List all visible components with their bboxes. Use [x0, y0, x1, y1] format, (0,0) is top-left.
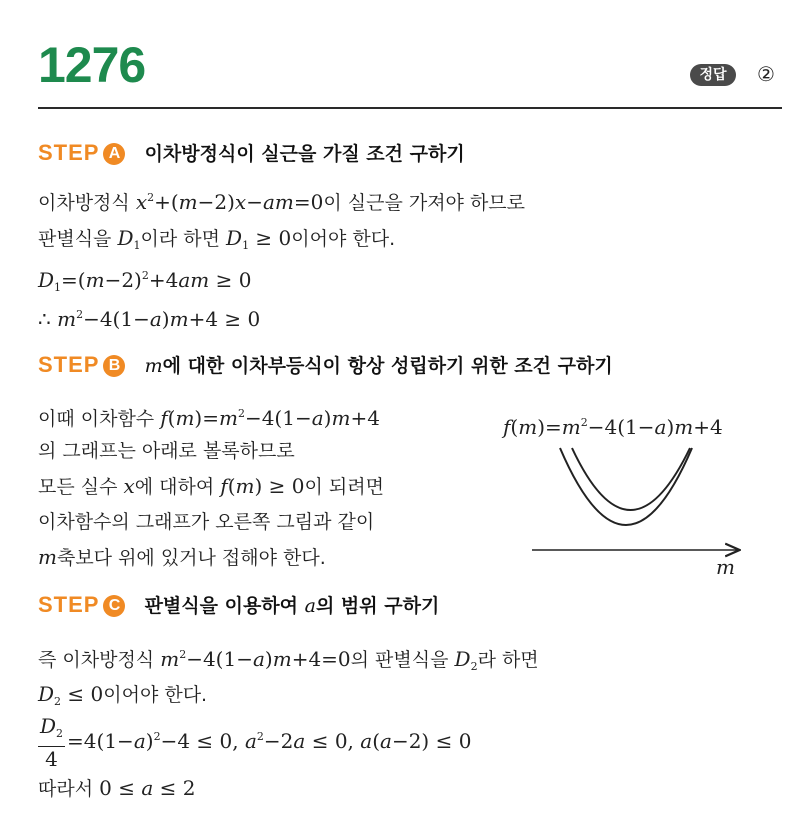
axis-label-m: m — [716, 555, 735, 579]
step-b-badge: B — [103, 355, 125, 377]
step-c-line-1: 즉 이차방정식 $m^2-4(1-a)m+4=0$의 판별식을 $D_2$라 하면 — [38, 647, 539, 673]
step-b-line-5: m축보다 위에 있거나 접해야 한다. — [38, 545, 326, 569]
step-label: STEP — [38, 592, 100, 617]
step-a-line-3: $D_1=(m-2)^2+4am \ge 0$ — [38, 268, 252, 294]
fraction-d2-over-4: $\frac{D_2}{4}$ — [40, 714, 64, 771]
step-c-heading — [38, 592, 439, 619]
step-a-line-4: ∴ $m^2-4(1-a)m+4 \ge 0$ — [38, 307, 261, 331]
step-b-title: m에 대한 이차부등식이 항상 성립하기 위한 조건 구하기 — [144, 355, 613, 377]
step-a-title: 이차방정식이 실근을 가질 조건 구하기 — [144, 143, 465, 165]
graph-function-label: $f(m)=m^2-4(1-a)m+4$ — [503, 415, 723, 439]
step-c-line-4: 따라서 0 ≤ a ≤ 2 — [38, 776, 196, 800]
step-label: STEP — [38, 140, 100, 165]
step-a-heading — [38, 140, 465, 167]
answer-badge: 정답 — [690, 64, 736, 86]
step-b-heading — [38, 352, 613, 379]
step-b-line-3: 모든 실수 x에 대하여 f(m) ≥ 0이 되려면 — [38, 474, 384, 498]
step-c-title: 판별식을 이용하여 a의 범위 구하기 — [144, 595, 440, 617]
step-a-line-2: 판별식을 $D_1$이라 하면 $D_1 \ge 0$이어야 한다. — [38, 226, 396, 252]
step-a-line-1: 이차방정식 $x^2+(m-2)x-am=0$이 실근을 가져야 하므로 — [38, 190, 526, 214]
step-b-line-2: 의 그래프는 아래로 볼록하므로 — [38, 440, 295, 462]
step-b-line-1: 이때 이차함수 $f(m)=m^2-4(1-a)m+4$ — [38, 406, 380, 430]
step-c-badge: C — [103, 595, 125, 617]
step-a-badge: A — [103, 143, 125, 165]
step-b-line-4: 이차함수의 그래프가 오른쪽 그림과 같이 — [38, 511, 375, 533]
step-c-line-2: $D_2 \le 0$이어야 한다. — [38, 682, 208, 708]
parabola-tangent — [560, 448, 692, 525]
problem-number: 1276 — [38, 37, 146, 93]
answer-value: ② — [757, 62, 775, 86]
step-c-line-3: $\frac{D_2}{4}$ $=4(1-a)^2-4 \le 0$, $a^2-2a \le 0$, a(a−2) ≤ 0 — [40, 714, 472, 771]
header-divider — [38, 107, 782, 109]
step-label: STEP — [38, 352, 100, 377]
